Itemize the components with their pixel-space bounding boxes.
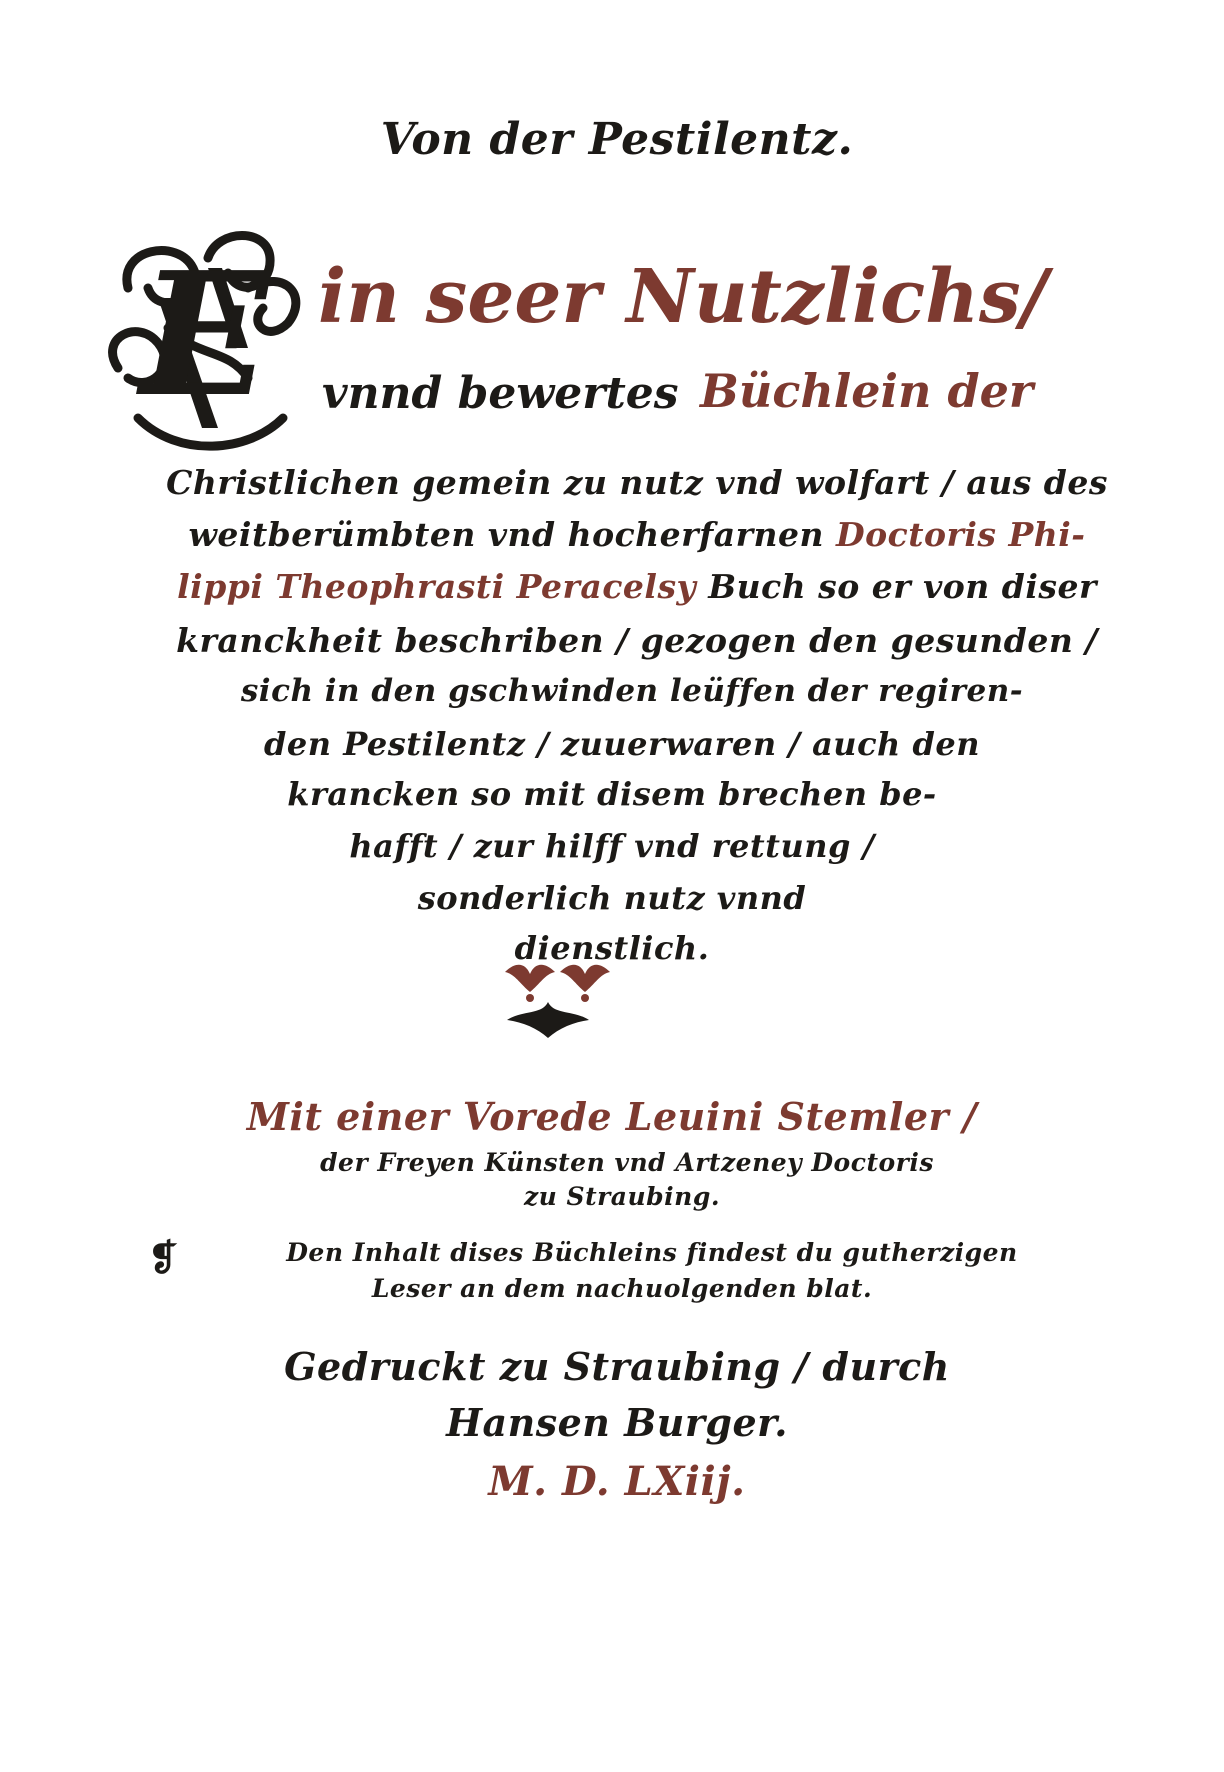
body-line: [0, 879, 1224, 917]
body-line: [0, 673, 1224, 709]
drop-initial: E: [140, 235, 270, 435]
preface-line-3: zu Straubing.: [523, 1182, 721, 1211]
preface-line-2: der Freyen Künsten vnd Artzeney Doctoris: [320, 1148, 934, 1177]
body-line-segment: sich in den gschwinden leüffen der regiren-: [240, 673, 1024, 709]
body-line-segment: den Pestilentz / zuuerwaren / auch den: [264, 725, 980, 763]
page-heading: Von der Pestilentz.: [380, 114, 854, 165]
body-line-segment: weitberümbten vnd hocherfarnen: [188, 515, 836, 554]
body-line: [0, 827, 1224, 865]
leaf-ornament-icon: [502, 1000, 594, 1040]
body-line-segment: Doctoris Phi-: [835, 515, 1086, 554]
title-line-2a: vnnd bewertes: [322, 368, 679, 419]
body-line-segment: hafft / zur hilff vnd rettung /: [349, 827, 875, 865]
body-line-segment: krancken so mit disem brechen be-: [287, 775, 937, 813]
body-line: [0, 463, 1224, 502]
content-line-2: Leser an dem nachuolgenden blat.: [371, 1274, 873, 1303]
body-line: [0, 567, 1224, 606]
imprint-line-2: Hansen Burger.: [446, 1400, 788, 1445]
body-line-segment: kranckheit beschriben / gezogen den gesunden /: [176, 621, 1098, 660]
body-line-segment: lippi Theophrasti Peracelsy: [177, 567, 709, 606]
body-line: [0, 621, 1224, 660]
imprint-year: M. D. LXiij.: [488, 1458, 746, 1505]
body-line: [0, 515, 1224, 554]
title-line-1: in seer Nutzlichs/: [318, 254, 1048, 340]
body-line: [0, 775, 1224, 813]
imprint-line-1: Gedruckt zu Straubing / durch: [284, 1344, 950, 1389]
body-line: [0, 929, 1224, 967]
content-line-1: Den Inhalt dises Büchleins findest du gutherzigen: [286, 1238, 1018, 1267]
pilcrow-mark: ❡: [148, 1237, 179, 1279]
body-line: [0, 725, 1224, 763]
body-line-segment: sonderlich nutz vnnd: [417, 879, 807, 917]
preface-line-1: Mit einer Vorede Leuini Stemler /: [246, 1094, 978, 1139]
body-line-segment: dienstlich.: [514, 929, 710, 967]
body-line-segment: Christlichen gemein zu nutz vnd wolfart / aus des: [166, 463, 1108, 502]
title-line-2b: Büchlein der: [700, 364, 1034, 418]
body-line-segment: Buch so er von diser: [708, 567, 1097, 606]
